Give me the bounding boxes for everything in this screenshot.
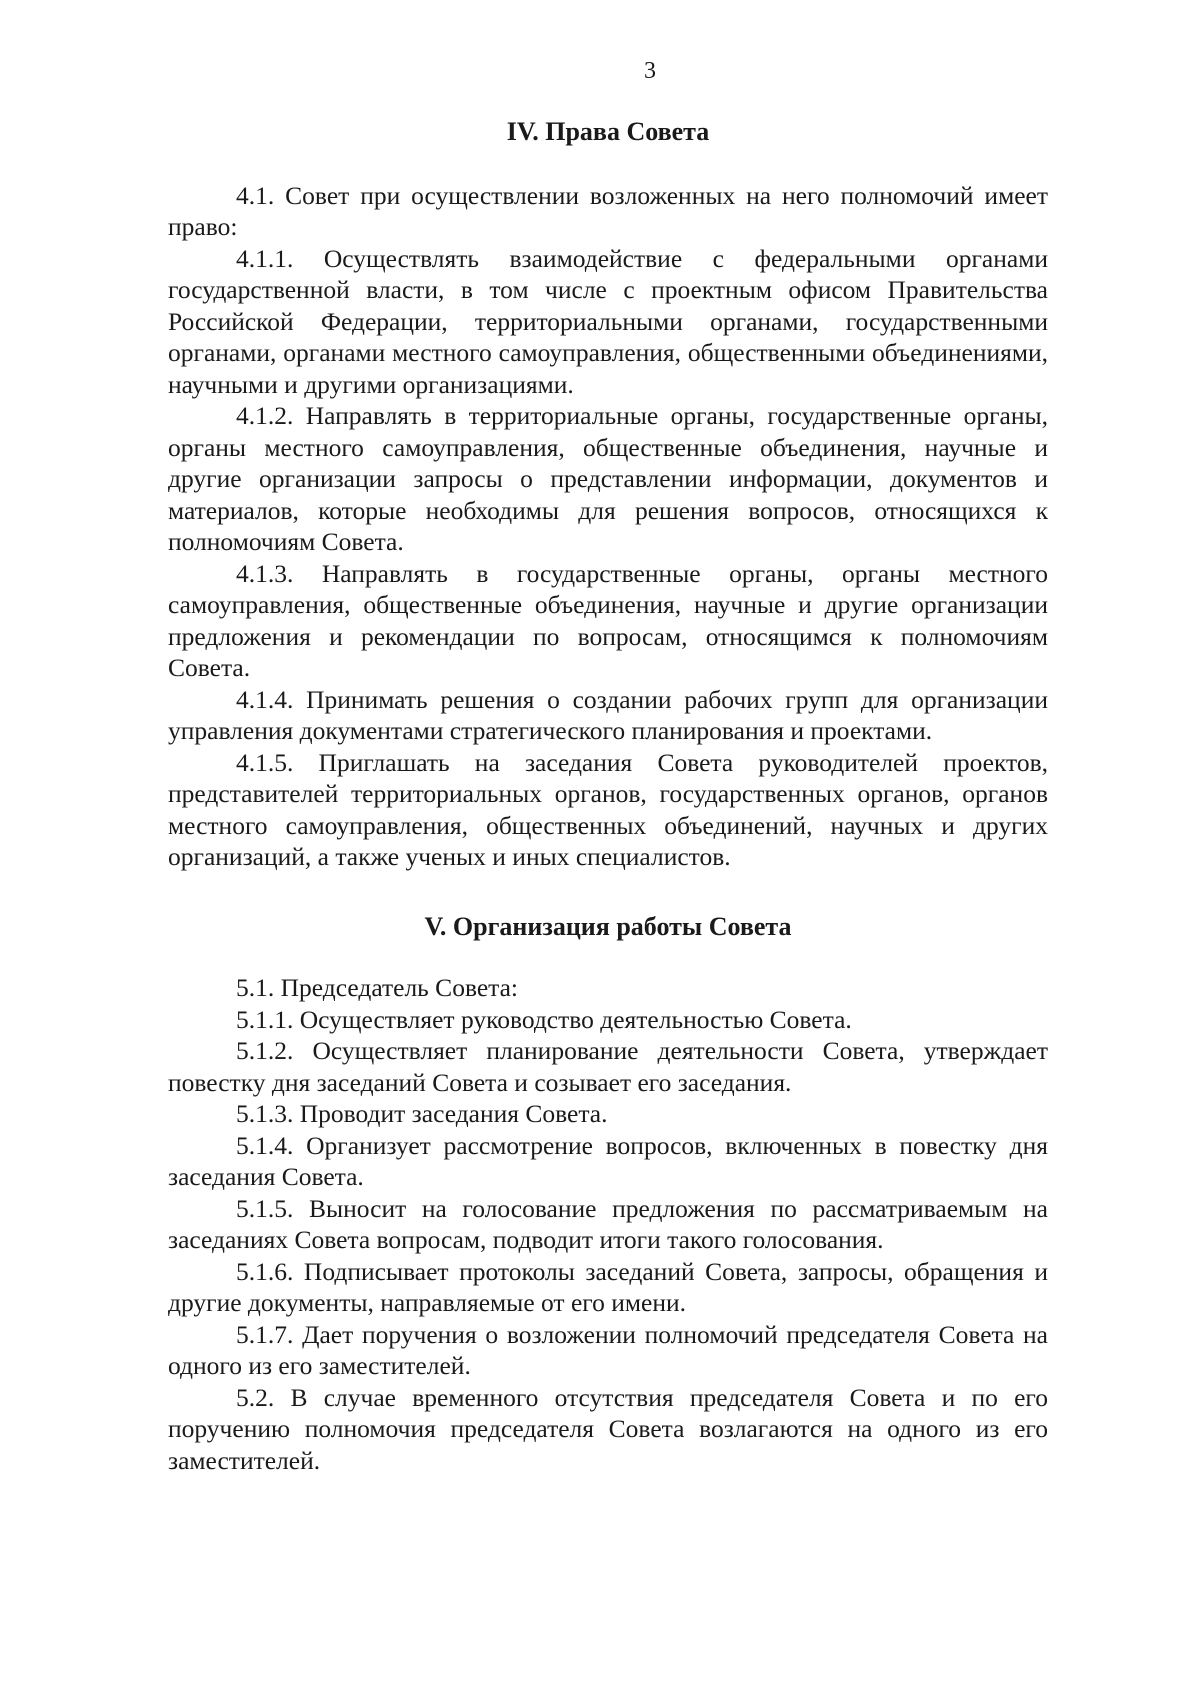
paragraph-5-1-6: 5.1.6. Подписывает протоколы заседаний Совета, запросы, обращения и другие документы, направляемые от его имени. bbox=[168, 1256, 1048, 1317]
paragraph-5-1-5: 5.1.5. Выносит на голосование предложения по рассматриваемым на заседаниях Совета вопросам, подводит итоги такого голосования. bbox=[168, 1193, 1048, 1254]
paragraph-5-1-3: 5.1.3. Проводит заседания Совета. bbox=[236, 1099, 608, 1128]
paragraph-5-1-7: 5.1.7. Дает поручения о возложении полномочий председателя Совета на одного из его заместителей. bbox=[168, 1319, 1048, 1380]
paragraph-4-1-5: 4.1.5. Приглашать на заседания Совета руководителей проектов, представителей территориальных органов, государственных органов, органов местного самоуправления, общественных объединений, научных и других организаций, а также ученых и иных специалистов. bbox=[168, 747, 1048, 871]
paragraph-5-1-2: 5.1.2. Осуществляет планирование деятельности Совета, утверждает повестку дня заседаний Совета и созывает его заседания. bbox=[168, 1036, 1048, 1097]
section-4 bbox=[168, 180, 1048, 873]
paragraph-5-2: 5.2. В случае временного отсутствия председателя Совета и по его поручению полномочия председателя Совета возлагаются на одного из его заместителей. bbox=[168, 1382, 1048, 1475]
page-number: 3 bbox=[644, 58, 656, 84]
paragraph-5-1: 5.1. Председатель Совета: bbox=[236, 973, 519, 1002]
paragraph-4-1-4: 4.1.4. Принимать решения о создании рабочих групп для организации управления документами стратегического планирования и проектами. bbox=[168, 684, 1048, 745]
document-body bbox=[168, 110, 1048, 1476]
paragraph-4-1: 4.1. Совет при осуществлении возложенных на него полномочий имеет право: bbox=[168, 180, 1048, 241]
paragraph-4-1-3: 4.1.3. Направлять в государственные органы, органы местного самоуправления, общественные объединения, научные и другие организации предложения и рекомендации по вопросам, относящимся к полномочиям Совета. bbox=[168, 558, 1048, 682]
section-4-heading: IV. Права Совета bbox=[506, 117, 710, 146]
paragraph-5-1-4: 5.1.4. Организует рассмотрение вопросов, включенных в повестку дня заседания Совета. bbox=[168, 1130, 1048, 1191]
paragraph-4-1-2: 4.1.2. Направлять в территориальные органы, государственные органы, органы местного самоуправления, общественные объединения, научные и другие организации запросы о представлении информации, документов и материалов, которые необходимы для решения вопросов, относящихся к полномочиям Совета. bbox=[168, 401, 1048, 556]
section-5 bbox=[168, 972, 1048, 1476]
paragraph-4-1-1: 4.1.1. Осуществлять взаимодействие с федеральными органами государственной власти, в том числе с проектным офисом Правительства Российской Федерации, территориальными органами, государственными органами, органами местного самоуправления, общественными объединениями, научными и другими организациями. bbox=[168, 243, 1048, 399]
section-5-heading: V. Организация работы Совета bbox=[424, 911, 792, 941]
paragraph-5-1-1: 5.1.1. Осуществляет руководство деятельностью Совета. bbox=[236, 1004, 852, 1034]
